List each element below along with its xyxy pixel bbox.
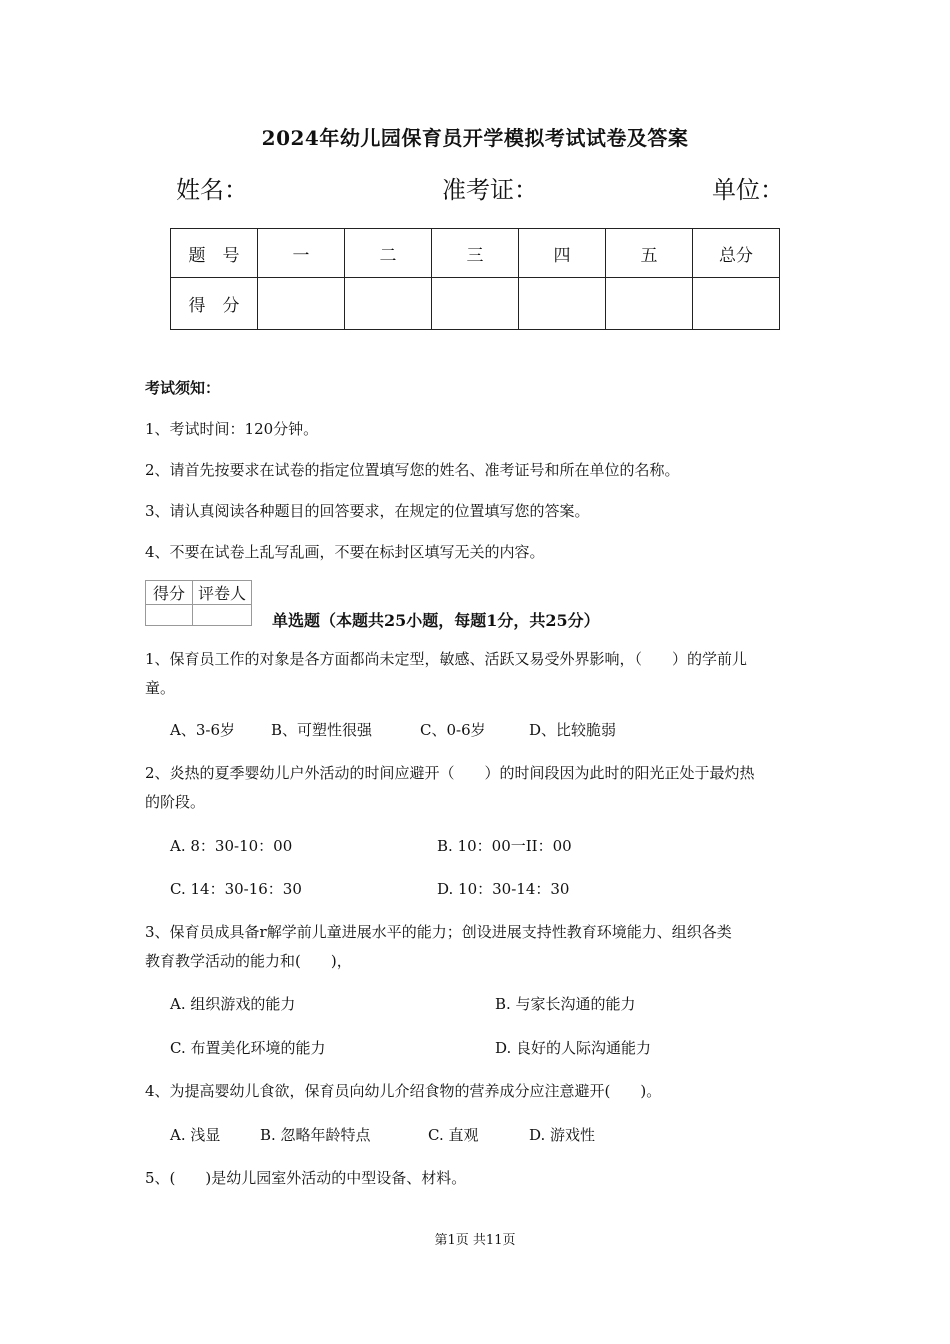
grader-name-input[interactable] [193,605,252,626]
page-title: 2024年幼儿园保育员开学模拟考试试卷及答案 [261,126,689,150]
score-table-header-row [171,229,780,278]
question-text: 3、保育员成具备r解学前儿童进展水平的能力；创设进展支持性教育环境能力、组织各类 [145,923,732,941]
option-b[interactable]: B、可塑性很强 [271,721,373,739]
score-table-score-row [171,278,780,330]
option-d[interactable]: D. 10：30-14：30 [437,880,570,898]
question-text: 1、保育员工作的对象是各方面都尚未定型，敏感、活跃又易受外界影响，（ ）的学前儿 [145,650,748,668]
notice-item: 1、考试时间：120分钟。 [145,420,319,438]
score-input-4[interactable] [519,278,606,330]
score-input-5[interactable] [606,278,693,330]
question-text: 的阶段。 [145,793,206,811]
option-d[interactable]: D. 良好的人际沟通能力 [495,1039,652,1057]
unit-label: 单位： [712,176,784,204]
option-d[interactable]: D. 游戏性 [529,1126,596,1144]
score-input-1[interactable] [258,278,345,330]
exam-id-label: 准考证： [442,176,538,204]
question-text: 4、为提高婴幼儿食欲，保育员向幼儿介绍食物的营养成分应注意避开( )。 [145,1082,662,1100]
option-c[interactable]: C. 直观 [428,1126,479,1144]
option-c[interactable]: C、0-6岁 [420,721,486,739]
score-input-total[interactable] [693,278,780,330]
score-cell-3: 三 [432,229,519,278]
option-c[interactable]: C. 布置美化环境的能力 [170,1039,326,1057]
name-label: 姓名： [176,176,248,204]
question-text: 2、炎热的夏季婴幼儿户外活动的时间应避开（ ）的时间段因为此时的阳光正处于最灼热 [145,764,755,782]
option-b[interactable]: B. 10：00一II：00 [437,837,572,855]
section-title: 单选题（本题共25小题，每题1分，共25分） [272,611,600,630]
score-input-2[interactable] [345,278,432,330]
notice-item: 3、请认真阅读各种题目的回答要求，在规定的位置填写您的答案。 [145,502,590,520]
score-table [170,228,780,330]
option-c[interactable]: C. 14：30-16：30 [170,880,302,898]
score-row-label: 得 分 [171,278,258,330]
notice-heading: 考试须知： [145,379,221,397]
option-a[interactable]: A. 组织游戏的能力 [170,995,296,1013]
option-a[interactable]: A、3-6岁 [170,721,235,739]
grader-name-label: 评卷人 [193,581,252,605]
score-cell-2: 二 [345,229,432,278]
score-cell-label: 题 号 [171,229,258,278]
question-text: 教育教学活动的能力和( )， [145,952,352,970]
grader-box [145,580,252,626]
page-footer: 第1页 共11页 [434,1233,516,1248]
grader-score-input[interactable] [146,605,193,626]
notice-item: 2、请首先按要求在试卷的指定位置填写您的姓名、准考证号和所在单位的名称。 [145,461,680,479]
option-a[interactable]: A. 8：30-10：00 [170,837,293,855]
score-cell-total: 总分 [693,229,780,278]
option-d[interactable]: D、比较脆弱 [529,721,617,739]
option-b[interactable]: B. 与家长沟通的能力 [495,995,636,1013]
question-text: 童。 [145,679,176,697]
option-b[interactable]: B. 忽略年龄特点 [260,1126,371,1144]
score-cell-4: 四 [519,229,606,278]
score-cell-1: 一 [258,229,345,278]
notice-item: 4、不要在试卷上乱写乱画，不要在标封区填写无关的内容。 [145,543,545,561]
score-input-3[interactable] [432,278,519,330]
option-a[interactable]: A. 浅显 [170,1126,221,1144]
question-text: 5、( )是幼儿园室外活动的中型设备、材料。 [145,1169,467,1187]
grader-score-label: 得分 [146,581,193,605]
score-cell-5: 五 [606,229,693,278]
